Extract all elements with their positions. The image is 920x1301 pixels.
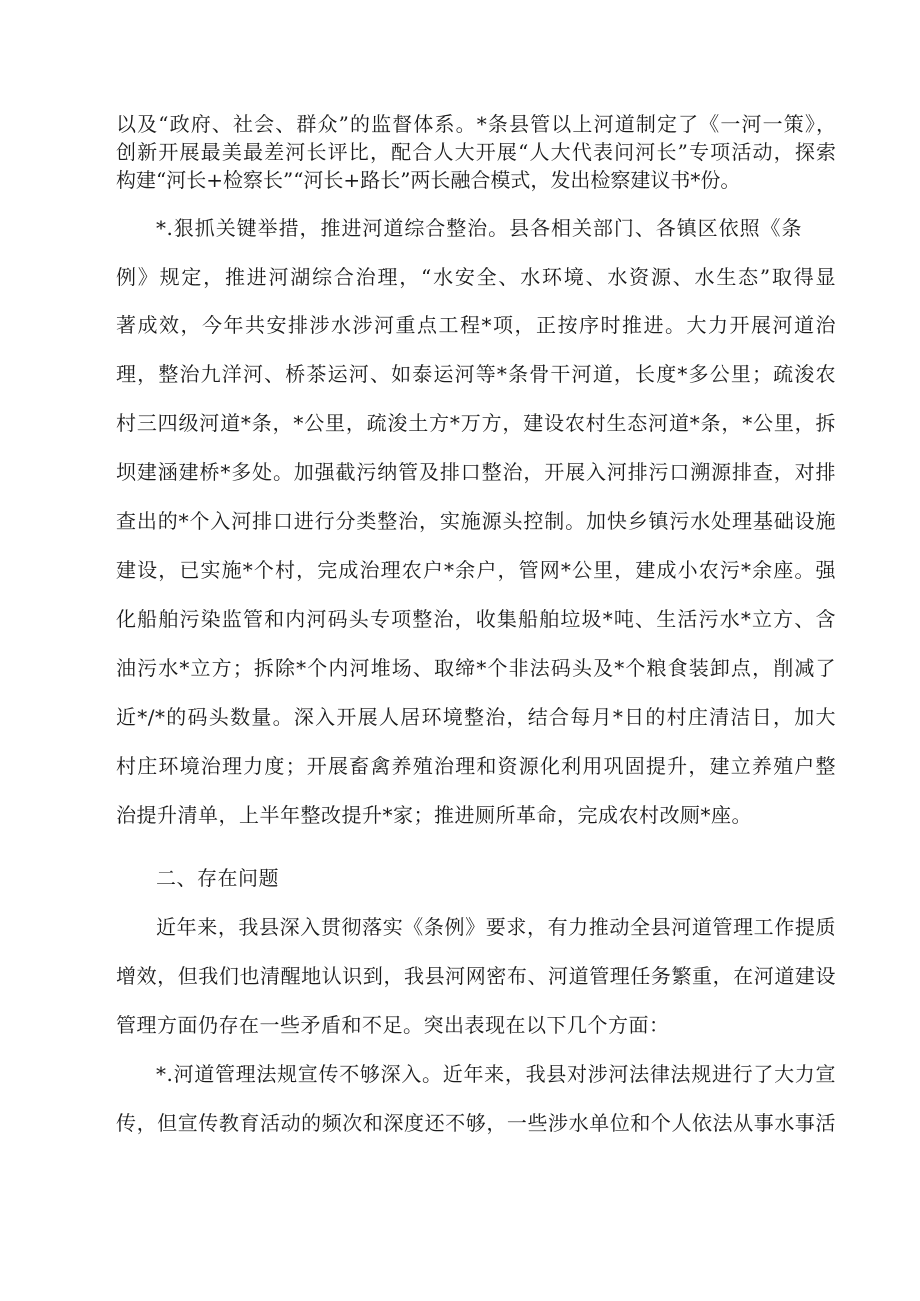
rectification-line-10: 油污水*立方；拆除*个内河堆场、取缔*个非法码头及*个粮食装卸点，削减了 (116, 656, 836, 680)
publicity-line-1: *.河道管理法规宣传不够深入。近年来，我县对涉河法律法规进行了大力宣 (156, 1062, 836, 1086)
section-heading: 二、存在问题 (156, 866, 279, 890)
rectification-line-8: 建设，已实施*个村，完成治理农户*余户，管网*公里，建成小农污*余座。强 (116, 558, 836, 582)
rectification-line-2: 例》规定，推进河湖综合治理，“水安全、水环境、水资源、水生态”取得显 (116, 265, 836, 289)
problems-line-2: 增效，但我们也清醒地认识到，我县河网密布、河道管理任务繁重，在河道建设 (116, 964, 836, 988)
rectification-line-1: *.狠抓关键举措，推进河道综合整治。县各相关部门、各镇区依照《条 (156, 216, 802, 240)
intro-line-3: 构建“河长+检察长”“河长+路长”两长融合模式，发出检察建议书*份。 (116, 168, 741, 192)
rectification-line-4: 理，整治九洋河、桥茶运河、如泰运河等*条骨干河道，长度*多公里；疏浚农 (116, 362, 836, 386)
rectification-line-11: 近*/*的码头数量。深入开展人居环境整治，结合每月*日的村庄清洁日，加大 (116, 705, 836, 729)
rectification-line-12: 村庄环境治理力度；开展畜禽养殖治理和资源化利用巩固提升，建立养殖户整 (116, 754, 836, 778)
rectification-line-5: 村三四级河道*条，*公里，疏浚土方*万方，建设农村生态河道*条，*公里，拆 (116, 411, 836, 435)
rectification-line-7: 查出的*个入河排口进行分类整治，实施源头控制。加快乡镇污水处理基础设施 (116, 509, 836, 533)
rectification-line-13: 治提升清单，上半年整改提升*家；推进厕所革命，完成农村改厕*座。 (116, 803, 752, 827)
intro-line-2: 创新开展最美最差河长评比，配合人大开展“人大代表问河长”专项活动，探索 (116, 140, 836, 164)
publicity-line-2: 传，但宣传教育活动的频次和深度还不够，一些涉水单位和个人依法从事水事活 (116, 1111, 836, 1135)
problems-line-3: 管理方面仍存在一些矛盾和不足。突出表现在以下几个方面： (116, 1013, 670, 1037)
intro-line-1: 以及“政府、社会、群众”的监督体系。*条县管以上河道制定了《一河一策》， (116, 112, 836, 136)
rectification-line-6: 坝建涵建桥*多处。加强截污纳管及排口整治，开展入河排污口溯源排查，对排 (116, 460, 836, 484)
rectification-line-3: 著成效，今年共安排涉水涉河重点工程*项，正按序时推进。大力开展河道治 (116, 313, 836, 337)
problems-line-1: 近年来，我县深入贯彻落实《条例》要求，有力推动全县河道管理工作提质 (156, 915, 836, 939)
rectification-line-9: 化船舶污染监管和内河码头专项整治，收集船舶垃圾*吨、生活污水*立方、含 (116, 607, 836, 631)
